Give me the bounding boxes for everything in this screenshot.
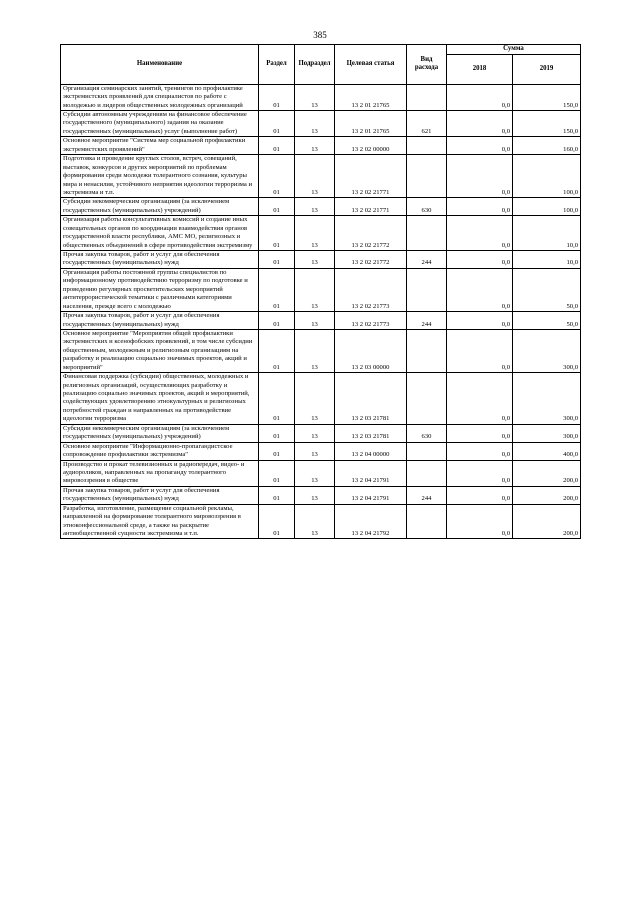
cell-name: Производство и прокат телевизионных и радиопередач, видео- и аудиороликов, направленных на пропаганду толерантного мировоззрения в обществе: [61, 460, 259, 486]
table-row: [61, 155, 581, 198]
cell-2019: 200,0: [513, 486, 581, 504]
header-subsection: Подраздел: [295, 45, 335, 85]
cell-2018: 0,0: [447, 155, 513, 198]
cell-expense-type: [407, 268, 447, 311]
header-section: Раздел: [259, 45, 295, 85]
cell-expense-type: [407, 137, 447, 155]
cell-section: 01: [259, 198, 295, 216]
cell-section: 01: [259, 504, 295, 539]
cell-article: 13 2 02 21772: [335, 216, 407, 251]
header-year-2018: 2018: [447, 54, 513, 84]
cell-article: 13 2 04 00000: [335, 442, 407, 460]
cell-expense-type: [407, 373, 447, 425]
cell-2019: 300,0: [513, 329, 581, 372]
cell-subsection: 13: [295, 442, 335, 460]
cell-expense-type: [407, 329, 447, 372]
cell-2019: 50,0: [513, 268, 581, 311]
header-target-article: Целевая статья: [335, 45, 407, 85]
cell-name: Разработка, изготовление, размещение социальной рекламы, направленной на формирование толерантного мировоззрения в этноконфессиональной среде, а также на раскрытие антиобщественной сущности экстремизма и т.п.: [61, 504, 259, 539]
cell-name: Основное мероприятие "Система мер социальной профилактики экстремистских проявлений": [61, 137, 259, 155]
header-name: Наименование: [61, 45, 259, 85]
cell-2019: 300,0: [513, 373, 581, 425]
table-row: [61, 111, 581, 137]
table-row: [61, 84, 581, 110]
table-row: [61, 312, 581, 330]
cell-subsection: 13: [295, 251, 335, 269]
cell-2019: 150,0: [513, 111, 581, 137]
cell-subsection: 13: [295, 373, 335, 425]
cell-section: 01: [259, 424, 295, 442]
cell-subsection: 13: [295, 312, 335, 330]
cell-2018: 0,0: [447, 329, 513, 372]
cell-section: 01: [259, 486, 295, 504]
cell-expense-type: [407, 460, 447, 486]
table-row: [61, 504, 581, 539]
cell-name: Подготовка и проведение круглых столов, встреч, совещаний, выставок, конкурсов и других мероприятий по проблемам формирования среди молодежи толерантного сознания, культуры мира и ненасилия, устойчивого неприятия идеологии терроризма и экстремизма и т.п.: [61, 155, 259, 198]
cell-name: Прочая закупка товаров, работ и услуг для обеспечения государственных (муниципальных) нужд: [61, 486, 259, 504]
cell-subsection: 13: [295, 329, 335, 372]
header-sum: Сумма: [447, 45, 581, 55]
cell-subsection: 13: [295, 460, 335, 486]
cell-article: 13 2 01 21765: [335, 111, 407, 137]
cell-2019: 150,0: [513, 84, 581, 110]
table-row: [61, 373, 581, 425]
cell-2019: 400,0: [513, 442, 581, 460]
budget-table: [60, 44, 581, 539]
cell-subsection: 13: [295, 216, 335, 251]
cell-expense-type: 630: [407, 424, 447, 442]
cell-2018: 0,0: [447, 111, 513, 137]
cell-name: Прочая закупка товаров, работ и услуг для обеспечения государственных (муниципальных) нужд: [61, 312, 259, 330]
cell-article: 13 2 01 21765: [335, 84, 407, 110]
cell-expense-type: 630: [407, 198, 447, 216]
cell-article: 13 2 02 21773: [335, 312, 407, 330]
cell-2018: 0,0: [447, 460, 513, 486]
cell-article: 13 2 02 21771: [335, 198, 407, 216]
header-row-sum: [61, 45, 581, 55]
cell-section: 01: [259, 268, 295, 311]
table-row: [61, 460, 581, 486]
cell-name: Основное мероприятие "Мероприятия общей профилактики экстремистских и ксенофобских проявлений, в том числе субсидии общественным, молодежным и религиозным организациям на разработку и реализацию социально значимых проектов, акций и мероприятий": [61, 329, 259, 372]
cell-name: Субсидии некоммерческим организациям (за исключением государственных (муниципальных) учреждений): [61, 424, 259, 442]
table-row: [61, 486, 581, 504]
cell-expense-type: [407, 155, 447, 198]
cell-article: 13 2 02 00000: [335, 137, 407, 155]
table-row: [61, 216, 581, 251]
table-row: [61, 268, 581, 311]
cell-expense-type: [407, 84, 447, 110]
cell-name: Субсидии автономным учреждениям на финансовое обеспечение государственного (муниципального) задания на оказание государственных (муниципальных) услуг (выполнение работ): [61, 111, 259, 137]
cell-name: Организация работы консультативных комиссий и создание иных совещательных органов по координации взаимодействия органов государственной власти республики, АМС МО, религиозных и общественных объединений в сфере противодействия экстремизму: [61, 216, 259, 251]
cell-subsection: 13: [295, 198, 335, 216]
cell-expense-type: 621: [407, 111, 447, 137]
cell-expense-type: 244: [407, 486, 447, 504]
cell-2019: 100,0: [513, 155, 581, 198]
page-number: 385: [313, 30, 327, 40]
cell-2019: 200,0: [513, 504, 581, 539]
cell-section: 01: [259, 251, 295, 269]
table-row: [61, 424, 581, 442]
cell-name: Организация работы постоянной группы специалистов по информационному противодействию терроризму по подготовке и проведению регулярных просветительских мероприятий антитеррористической тематики с различными категориями населения, прежде всего с молодежью: [61, 268, 259, 311]
cell-section: 01: [259, 329, 295, 372]
cell-2019: 10,0: [513, 251, 581, 269]
cell-2018: 0,0: [447, 424, 513, 442]
cell-expense-type: [407, 442, 447, 460]
cell-2018: 0,0: [447, 442, 513, 460]
cell-2018: 0,0: [447, 373, 513, 425]
cell-section: 01: [259, 84, 295, 110]
cell-article: 13 2 04 21791: [335, 460, 407, 486]
cell-expense-type: [407, 504, 447, 539]
cell-section: 01: [259, 373, 295, 425]
table-row: [61, 198, 581, 216]
cell-2018: 0,0: [447, 216, 513, 251]
cell-name: Основное мероприятие "Информационно-пропагандистское сопровождение профилактики экстремизма": [61, 442, 259, 460]
cell-article: 13 2 02 21773: [335, 268, 407, 311]
cell-article: 13 2 04 21791: [335, 486, 407, 504]
table-row: [61, 329, 581, 372]
cell-subsection: 13: [295, 137, 335, 155]
cell-subsection: 13: [295, 268, 335, 311]
cell-subsection: 13: [295, 486, 335, 504]
cell-2018: 0,0: [447, 251, 513, 269]
cell-name: Финансовая поддержка (субсидии) общественных, молодежных и религиозных организаций, осуществляющих разработку и реализацию социально значимых проектов, акций и мероприятий, содействующих удовлетворению этнокультурных и религиозных потребностей граждан и направленных на противодействие идеологии терроризма: [61, 373, 259, 425]
cell-section: 01: [259, 111, 295, 137]
header-year-2019: 2019: [513, 54, 581, 84]
table-row: [61, 251, 581, 269]
cell-article: 13 2 04 21792: [335, 504, 407, 539]
cell-subsection: 13: [295, 155, 335, 198]
cell-article: 13 2 03 21781: [335, 373, 407, 425]
cell-section: 01: [259, 137, 295, 155]
cell-2019: 300,0: [513, 424, 581, 442]
cell-2018: 0,0: [447, 504, 513, 539]
cell-subsection: 13: [295, 111, 335, 137]
cell-2018: 0,0: [447, 312, 513, 330]
cell-expense-type: 244: [407, 251, 447, 269]
cell-name: Организация семинарских занятий, тренингов по профилактике экстремистских проявлений для специалистов по работе с молодежью и лидеров общественных молодежных организаций: [61, 84, 259, 110]
cell-section: 01: [259, 460, 295, 486]
cell-2018: 0,0: [447, 486, 513, 504]
cell-2018: 0,0: [447, 84, 513, 110]
cell-name: Субсидии некоммерческим организациям (за исключением государственных (муниципальных) учреждений): [61, 198, 259, 216]
cell-subsection: 13: [295, 424, 335, 442]
cell-subsection: 13: [295, 84, 335, 110]
cell-article: 13 2 02 21771: [335, 155, 407, 198]
cell-name: Прочая закупка товаров, работ и услуг для обеспечения государственных (муниципальных) нужд: [61, 251, 259, 269]
cell-expense-type: [407, 216, 447, 251]
cell-2019: 10,0: [513, 216, 581, 251]
cell-expense-type: 244: [407, 312, 447, 330]
header-expense-type: Вид расхода: [407, 45, 447, 85]
cell-2019: 160,0: [513, 137, 581, 155]
table-row: [61, 442, 581, 460]
cell-2018: 0,0: [447, 137, 513, 155]
cell-section: 01: [259, 312, 295, 330]
cell-2019: 200,0: [513, 460, 581, 486]
table-body: [61, 84, 581, 539]
cell-article: 13 2 03 21781: [335, 424, 407, 442]
cell-subsection: 13: [295, 504, 335, 539]
cell-section: 01: [259, 216, 295, 251]
cell-2019: 50,0: [513, 312, 581, 330]
cell-section: 01: [259, 442, 295, 460]
cell-2018: 0,0: [447, 268, 513, 311]
cell-2018: 0,0: [447, 198, 513, 216]
cell-section: 01: [259, 155, 295, 198]
cell-article: 13 2 03 00000: [335, 329, 407, 372]
cell-article: 13 2 02 21772: [335, 251, 407, 269]
table-row: [61, 137, 581, 155]
cell-2019: 100,0: [513, 198, 581, 216]
